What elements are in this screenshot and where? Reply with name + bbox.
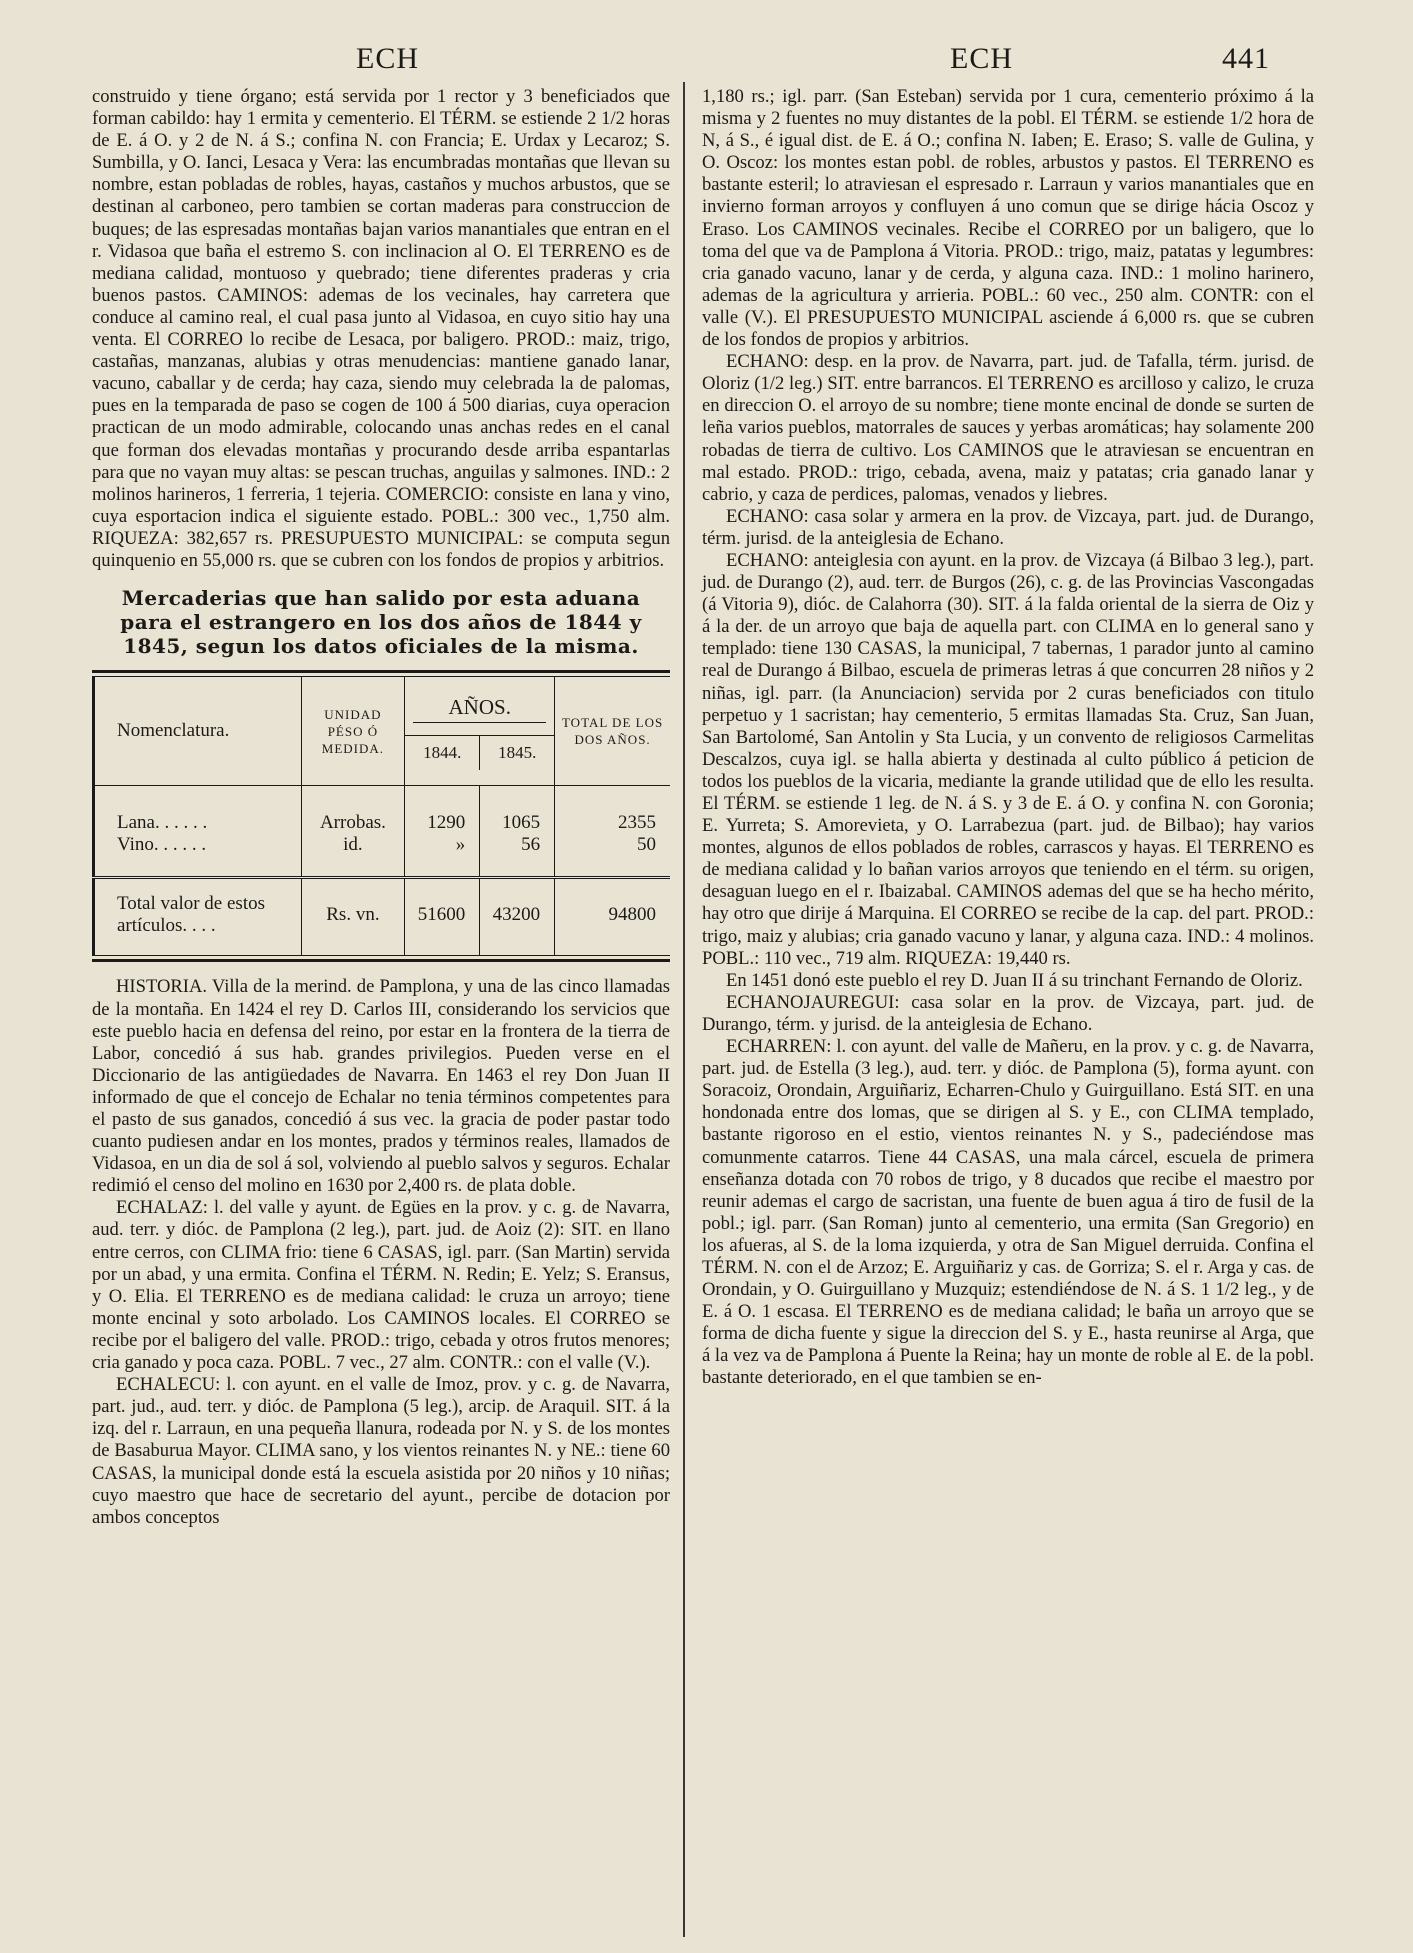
table-total-row [94, 878, 671, 956]
page-number: 441 [1222, 42, 1270, 75]
left-column [92, 86, 670, 1529]
total-label: Total valor de estos artículos. . . . [94, 878, 302, 956]
table-header-row [94, 677, 671, 786]
running-head-left: ECH [356, 42, 419, 75]
header-unidad: UNIDAD PÉSO Ó MEDIDA. [301, 677, 405, 786]
row-name: Vino. . . . . . [117, 834, 207, 856]
entry-echano-anteiglesia: ECHANO: anteiglesia con ayunt. en la prov. de Vizcaya (á Bilbao 3 leg.), part. jud. de Durango (2), aud. terr. de Burgos (26), c. g. de las Provincias Vascongadas (á Vitoria 9), dióc. de Calahorra (30). SIT. á la falda oriental de la sierra de Oiz y á la der. de un arroyo que baja de aquella part. con CLIMA en lo general sano y templado: tiene 130 CASAS, la municipal, 7 tabernas, 1 parador junto al camino real de Durango á Bilbao, escuela de primeras letras á que concurren 28 niños y 2 niñas, igl. parr. (la Anunciacion) servida por 2 curas beneficiados con titulo perpetuo y 1 sacristan; hay cementerio, 5 ermitas llamadas Sta. Cruz, San Juan, San Bartolomé, San Antolin y Sta Lucia, y un convento de religiosos Carmelitas Descalzos, cuya igl. se halla abierta y destinada al culto público á peticion de todos los pueblos de la vicaria, mediante la grande utilidad que de ello les resulta. El TÉRM. se estiende 1 leg. de N. á S. y 3 de E. á O. y confina N. con Goronia; E. Yurreta; S. Amorevieta, y O. Larrabezua (part. jud. de Bilbao); hay varios montes, algunos de ellos poblados de robles, carrascos y hayas. El TERRENO es de mediana calidad y lo bañan varios arroyos que teniendo en el térm. su origen, desaguan luego en el r. Ibaizabal. CAMINOS ademas del que se ha hecho mérito, hay otro que dirije á Marquina. El CORREO se recibe de la cap. del part. PROD.: trigo, maiz y alubias; cria ganado vacuno y lanar, y alguna caza. IND.: 4 molinos. POBL.: 110 vec., 719 alm. RIQUEZA: 19,440 rs. [702, 549, 1314, 969]
table-title: Mercaderias que han salido por esta aduana para el estrangero en los dos años de 1844 y 1845, segun los datos oficiales de la misma. [120, 586, 642, 659]
total-sum: 94800 [555, 878, 670, 956]
header-year-1845: 1845. [498, 743, 537, 763]
entry-echano-casa: ECHANO: casa solar y armera en la prov. de Vizcaya, part. jud. de Durango, térm. jurisd. de la anteiglesia de Echano. [702, 505, 1314, 549]
header-nomenclatura: Nomenclatura. [94, 677, 302, 786]
header-year-1844: 1844. [405, 736, 480, 770]
entry-historia: HISTORIA. Villa de la merind. de Pamplona, y una de las cinco llamadas de la montaña. En 1424 el rey D. Carlos III, considerando los servicios que este pueblo hacia en defensa del reino, por estar en la frontera de la tierra de Labor, concedió á sus hab. grandes privilegios. Pueden verse en el Diccionario de las antigüedades de Navarra. En 1463 el rey Don Juan II informado de que el concejo de Echalar no tenia términos competentes para el pasto de sus ganados, concedió á sus vec. la gracia de poder pastar todo cuanto pudiesen andar en los montes, prados y términos reales, llamados de Vidasoa, en un dia de sol á sol, volviendo al pueblo salvos y seguros. Echalar redimió el censo del molino en 1630 por 2,400 rs. de plata doble. [92, 976, 670, 1197]
row-1844: 1290 [427, 812, 466, 834]
header-anos-group [405, 677, 555, 786]
entry-echalaz: ECHALAZ: l. del valle y ayunt. de Egües en la prov. y c. g. de Navarra, aud. terr. y dióc. de Pamplona (2 leg.), part. jud. de Aoiz (2): SIT. en llano entre cerros, con CLIMA frio: tiene 6 CASAS, igl. parr. (San Martin) servida por un abad, y una ermita. Confina el TÉRM. N. Redin; E. Yelz; S. Eransus, y O. Elia. El TERRENO es de mediana calidad: le cruza un arroyo; tiene monte encinal y soto arbolado. Los CAMINOS locales. El CORREO se recibe por el baligero del valle. PROD.: trigo, cebada y otros frutos menores; cria ganado y poca caza. POBL. 7 vec., 27 alm. CONTR.: con el valle (V.). [92, 1197, 670, 1374]
entry-echano-tafalla: ECHANO: desp. en la prov. de Navarra, part. jud. de Tafalla, térm. jurisd. de Oloriz (1/2 leg.) SIT. entre barrancos. El TERRENO es arcilloso y calizo, le cruza en direccion O. el arroyo de su nombre; tiene monte encinal de donde se surten de leña varios pueblos, matorrales de sauces y yerbas aromáticas; hay solamente 200 robadas de tierra de cultivo. Los CAMINOS que le atraviesan se encuentran en mal estado. PROD.: trigo, cebada, avena, maiz y patatas; cria ganado lanar y cabrio, y caza de perdices, palomas, venados y liebres. [702, 351, 1314, 505]
right-column [702, 86, 1314, 1390]
header-total: TOTAL DE LOS DOS AÑOS. [555, 677, 670, 786]
total-unit: Rs. vn. [301, 878, 405, 956]
total-1845: 43200 [480, 878, 555, 956]
entry-echalecu: ECHALECU: l. con ayunt. en el valle de Imoz, prov. y c. g. de Navarra, part. jud., aud. terr. y dióc. de Pamplona (5 leg.), arcip. de Araquil. SIT. á la izq. del r. Larraun, en una pequeña llanura, rodeada por N. y S. de los montes de Basaburua Mayor. CLIMA sano, y los vientos reinantes N. y NE.: tiene 60 CASAS, la municipal donde está la escuela asistida por 20 niños y 10 niñas; cuyo maestro que hace de secretario del ayunt., percibe de dotacion por ambos conceptos [92, 1374, 670, 1528]
total-1844: 51600 [405, 878, 480, 956]
entry-echalecu-continued: 1,180 rs.; igl. parr. (San Esteban) servida por 1 cura, cementerio próximo á la misma y 2 fuentes no muy distantes de la pobl. El TÉRM. se estiende 1/2 hora de N, á S., é igual dist. de E. á O.; confina N. Iaben; E. Eraso; S. valle de Gulina, y O. Oscoz: los montes estan pobl. de robles, arbustos y pastos. El TERRENO es bastante esteril; lo atraviesan el espresado r. Larraun y varios manantiales que en invierno forman arroyos y confluyen á uno comun que se dirige hácia Oscoz y Eraso. Los CAMINOS vecinales. Recibe el CORREO por un baligero, que lo toma del que va de Pamplona á Vitoria. PROD.: trigo, maiz, patatas y legumbres: cria ganado vacuno, lanar y de cerda, y alguna caza. IND.: 1 molino harinero, ademas de la agricultura y arrieria. POBL.: 60 vec., 250 alm. CONTR: con el valle (V.). El PRESUPUESTO MUNICIPAL asciende á 6,000 rs. que se cubren de los fondos de propios y arbitrios. [702, 86, 1314, 351]
entry-echalar-continued: construido y tiene órgano; está servida por 1 rector y 3 beneficiados que forman cabildo: hay 1 ermita y cementerio. El TÉRM. se estiende 2 1/2 horas de E. á O. y 2 de N. á S.; confina N. con Francia; E. Urdax y Lecaroz; S. Sumbilla, y O. Ianci, Lesaca y Vera: las encumbradas montañas que llevan su nombre, estan pobladas de robles, hayas, castaños y muchos arbustos, que se destinan al carboneo, pero tambien se cortan maderas para construccion de buques; de las espresadas montañas bajan varios manantiales que entran en el r. Vidasoa que baña el estremo S. con inclinacion al O. El TERRENO es de mediana calidad, montuoso y quebrado; tiene diferentes praderas y cria buenos pastos. CAMINOS: ademas de los vecinales, hay carretera que conduce al camino real, el cual pasa junto al Vidasoa, en cuyo sitio hay una venta. El CORREO lo recibe de Lesaca, por baligero. PROD.: maiz, trigo, castañas, manzanas, alubias y otras menudencias: mantiene ganado lanar, vacuno, caballar y de cerda; hay caza, siendo muy celebrada la de palomas, pues en la temparada de paso se cogen de 100 á 500 diarias, cuya operacion practican de un modo admirable, colocando unas anchas redes en el canal que forman dos elevadas montañas y procurando desde arriba espantarlas para que no vayan muy altas: se pescan truchas, anguilas y salmones. IND.: 2 molinos harineros, 1 ferreria, 1 tejeria. COMERCIO: consiste en lana y vino, cuya esportacion indica el siguiente estado. POBL.: 300 vec., 1,750 alm. RIQUEZA: 382,657 rs. PRESUPUESTO MUNICIPAL: se computa segun quinquenio en 55,000 rs. que se cubren con los fondos de propios y arbitrios. [92, 86, 670, 571]
customs-table [92, 677, 670, 955]
row-1844: » [455, 834, 466, 856]
anos-brace [413, 722, 546, 729]
header-anos: AÑOS. [448, 694, 511, 719]
entry-echarren: ECHARREN: l. con ayunt. del valle de Mañeru, en la prov. y c. g. de Navarra, part. jud. de Estella (3 leg.), aud. terr. y dióc. de Pamplona (5), forma ayunt. con Soracoiz, Orondain, Arguiñariz, Echarren-Chulo y Guirguillano. Está SIT. en una hondonada entre dos lomas, que se dirigen al S. y E., con CLIMA templado, bastante rigoroso en el estio, vientos reinantes N. y S., padeciéndose mas comunmente catarros. Tiene 44 CASAS, una mala cárcel, escuela de primera enseñanza dotada con 70 robos de trigo, y 8 ducados que recibe el maestro por reunir ademas el cargo de sacristan, una fuente de buen agua á tiro de fusil de la pobl.; igl. parr. (San Roman) junto al cementerio, una ermita (San Gregorio) en los afueras, al S. de la loma izquierda, y otra de San Miguel derruida. Confina el TÉRM. N. con el de Arzoz; E. Arguiñariz y cas. de Gorriza; S. el r. Arga y cas. de Orondain, y O. Guirguillano y Muzquiz; estendiéndose de N. á S. 1 1/2 leg., y de E. á O. 1 escasa. El TERRENO es de mediana calidad; le baña un arroyo que se forma de dicha fuente y sigue la direccion del S. y E., hasta reunirse al Arga, que á la vez va de Pamplona á Puente la Reina; hay un monte de roble al E. de la pobl. bastante deteriorado, en el que tambien se en- [702, 1036, 1314, 1389]
row-name: Lana. . . . . . [117, 812, 208, 834]
customs-table-frame [92, 670, 670, 962]
column-divider [683, 82, 685, 1937]
running-head-right: ECH [950, 42, 1013, 75]
row-unit: id. [343, 834, 363, 856]
table-row-lana [94, 786, 671, 878]
row-1845: 56 [521, 834, 541, 856]
row-total: 2355 [618, 812, 656, 834]
row-unit: Arrobas. [319, 812, 386, 834]
entry-echanojauregui: ECHANOJAUREGUI: casa solar en la prov. de Vizcaya, part. jud. de Durango, térm. y jurisd. de la anteiglesia de Echano. [702, 991, 1314, 1035]
row-1845: 1065 [502, 812, 541, 834]
entry-1451: En 1451 donó este pueblo el rey D. Juan II á su trinchant Fernando de Oloriz. [726, 969, 1303, 991]
row-total: 50 [637, 834, 656, 856]
